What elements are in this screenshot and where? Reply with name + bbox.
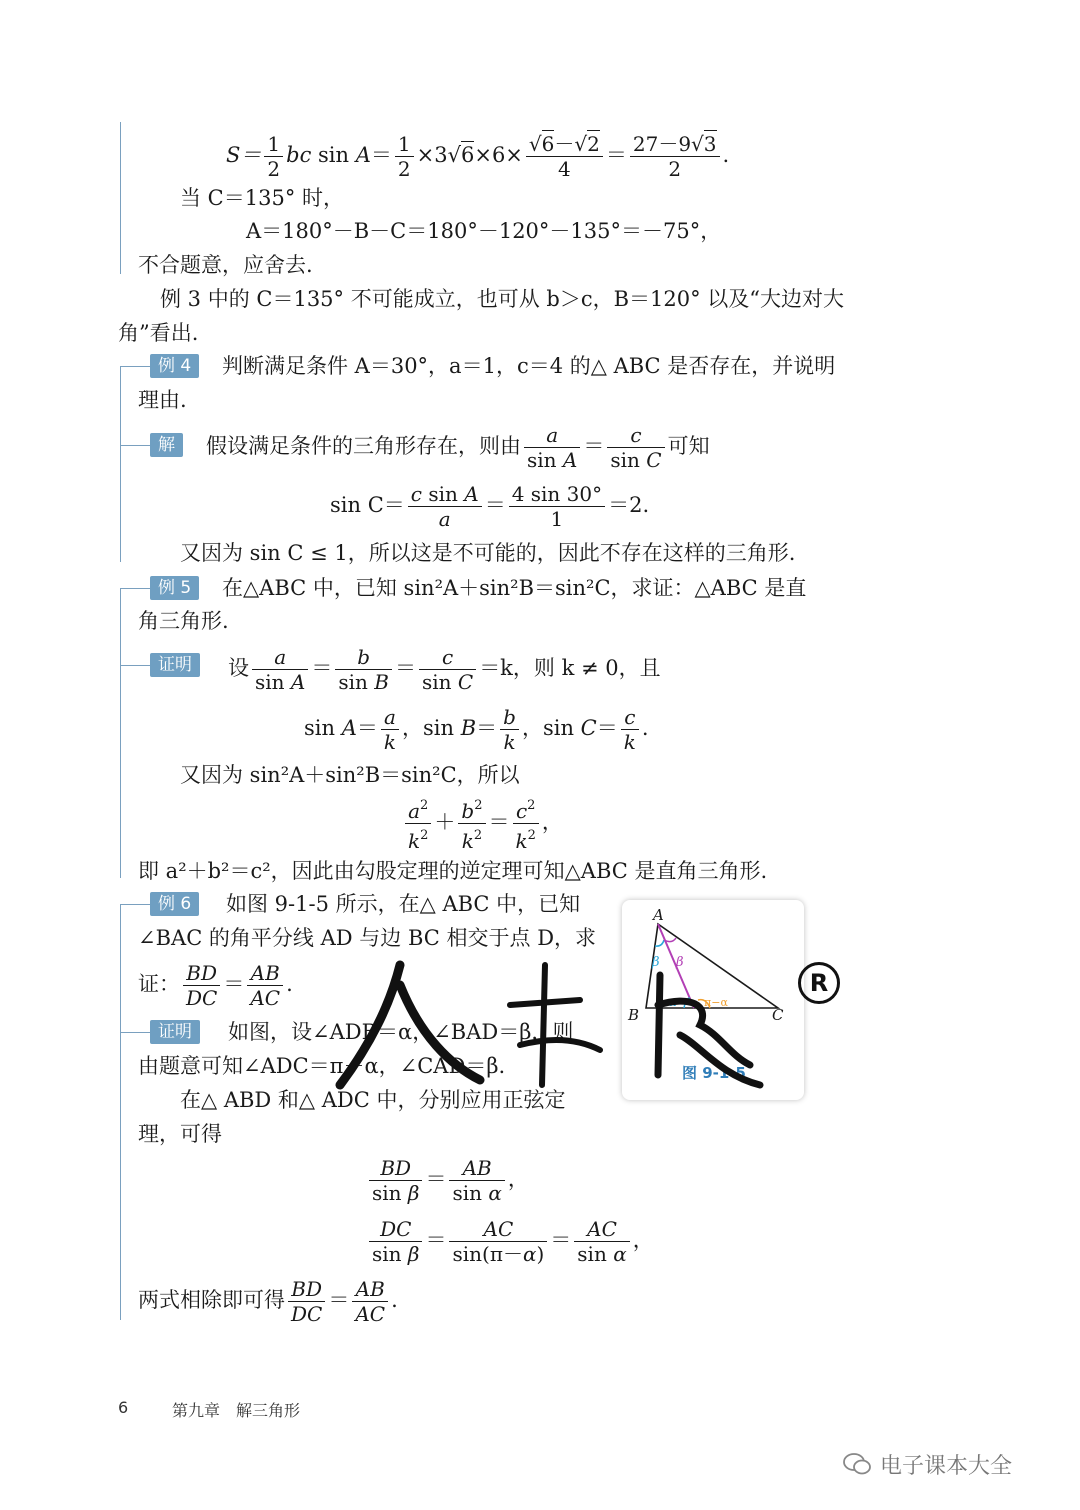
proof-6-formula-1: $\frac{BD}{\text{sin β}}$ ＝ $\frac{AB}{\text{sin α}}$ ， [366, 1153, 529, 1205]
proof-tag: 证明 [150, 1020, 200, 1044]
proof-6-line-4: 理，可得 [138, 1122, 222, 1146]
area-formula: S＝ $\frac{1}{2}$ bc sin A＝ $\frac{1}{2}$ ×3√6×6× $\frac{√6-√2}{4}$ ＝ $\frac{27-9√3}{2}$ . [226, 132, 730, 181]
proof-6-conclusion: 两式相除即可得 $\frac{BD}{DC}$ ＝ $\frac{AB}{AC}$ . [138, 1277, 398, 1326]
example-5-text-1: 在△ABC 中，已知 sin²A＋sin²B＝sin²C，求证：△ABC 是直 [222, 576, 807, 600]
svg-text:C: C [772, 1006, 784, 1024]
example-4-tag: 例 4 [150, 354, 199, 378]
solution-line-1: 假设满足条件的三角形存在，则由 $\frac{a}{\text{sin A}}$ ＝ $\frac{c}{\text{sin C}}$ 可知 [206, 423, 710, 472]
svg-text:π−α: π−α [704, 996, 728, 1009]
guide-bar [120, 588, 121, 878]
proof-5-line-4: $\frac{a^2}{k^2}$ ＋ $\frac{b^2}{k^2}$ ＝ $\frac{c^2}{k^2}$ ， [402, 794, 563, 853]
watermark [280, 945, 800, 1095]
guide-bar [120, 588, 150, 589]
proof-5-line-1: 设 $\frac{a}{\text{sin A}}$ ＝ $\frac{b}{\text{sin B}}$ ＝ $\frac{c}{\text{sin C}}$ ＝k，则 k ≠ 0，且 [228, 645, 661, 694]
example-5-tag: 例 5 [150, 576, 199, 600]
svg-text:A: A [653, 906, 664, 924]
proof-6-line-2: 由题意可知∠ADC＝π－α，∠CAD＝β. [138, 1054, 506, 1078]
guide-bar [120, 122, 121, 274]
chapter-title: 第九章 解三角形 [172, 1401, 301, 1420]
svg-text:α: α [668, 995, 677, 1010]
example-6-text-2: ∠BAC 的角平分线 AD 与边 BC 相交于点 D，求 [138, 926, 597, 950]
svg-text:B: B [628, 1006, 640, 1024]
registered-mark: R [798, 962, 840, 1004]
page-number: 6 [118, 1398, 129, 1417]
remark-line-1: 例 3 中的 C＝135° 不可能成立，也可从 b＞c，B＝120° 以及“大边对大 [160, 287, 845, 311]
account-name: 电子课本大全 [880, 1453, 1013, 1479]
guide-bar [120, 904, 121, 1320]
proof-5-line-3: 又因为 sin²A＋sin²B＝sin²C，所以 [180, 763, 520, 787]
proof-6-line-1: 如图，设∠ADB＝α，∠BAD＝β，则 [228, 1020, 574, 1044]
text-angle-a: A＝180°－B－C＝180°－120°－135°＝－75°， [246, 219, 722, 243]
proof-5-line-5: 即 a²＋b²＝c²，因此由勾股定理的逆定理可知△ABC 是直角三角形. [138, 859, 768, 883]
example-4-text-2: 理由. [138, 388, 187, 412]
svg-text:β: β [676, 955, 684, 970]
guide-bar [120, 904, 150, 905]
example-6-text-3: 证： $\frac{BD}{DC}$ ＝ $\frac{AB}{AC}$ . [138, 961, 293, 1010]
account-badge [842, 1446, 1012, 1482]
example-4-text-1: 判断满足条件 A＝30°，a＝1，c＝4 的△ ABC 是否存在，并说明 [222, 354, 836, 378]
solution-formula: sin C＝ $\frac{\text{c sin A}}{a}$ ＝ $\frac{4 \sin 30^\circ}{1}$ ＝2. [330, 482, 650, 531]
text-when-c: 当 C＝135° 时， [180, 186, 345, 210]
guide-bar [120, 366, 121, 562]
solution-line-2: 又因为 sin C ≤ 1，所以这是不可能的，因此不存在这样的三角形. [180, 541, 796, 565]
guide-bar [120, 665, 150, 666]
proof-tag: 证明 [150, 653, 200, 677]
example-6-text-1: 如图 9-1-5 所示，在△ ABC 中，已知 [226, 892, 581, 916]
example-5-text-2: 角三角形. [138, 609, 229, 633]
guide-bar [120, 366, 150, 367]
proof-6-formula-2: $\frac{DC}{\text{sin β}}$ ＝ $\frac{AC}{\sin(\pi-\alpha)}$ ＝ $\frac{AC}{\text{sin α}}$ ， [366, 1214, 654, 1266]
text-reject: 不合题意，应舍去. [138, 253, 313, 277]
proof-6-line-3: 在△ ABD 和△ ADC 中，分别应用正弦定 [180, 1088, 566, 1112]
figure-caption: 图 9-1-5 [682, 1064, 746, 1082]
example-6-tag: 例 6 [150, 892, 199, 916]
guide-bar [120, 445, 150, 446]
remark-line-2: 角”看出. [118, 321, 199, 345]
svg-text:β: β [652, 955, 660, 970]
proof-5-line-2: sin A＝ $\frac{a}{k}$ ，sin B＝ $\frac{b}{k}$ ，sin C＝ $\frac{c}{k}$ . [304, 705, 649, 754]
guide-bar [120, 1032, 150, 1033]
solution-tag: 解 [150, 433, 183, 457]
wechat-icon [842, 1451, 872, 1477]
